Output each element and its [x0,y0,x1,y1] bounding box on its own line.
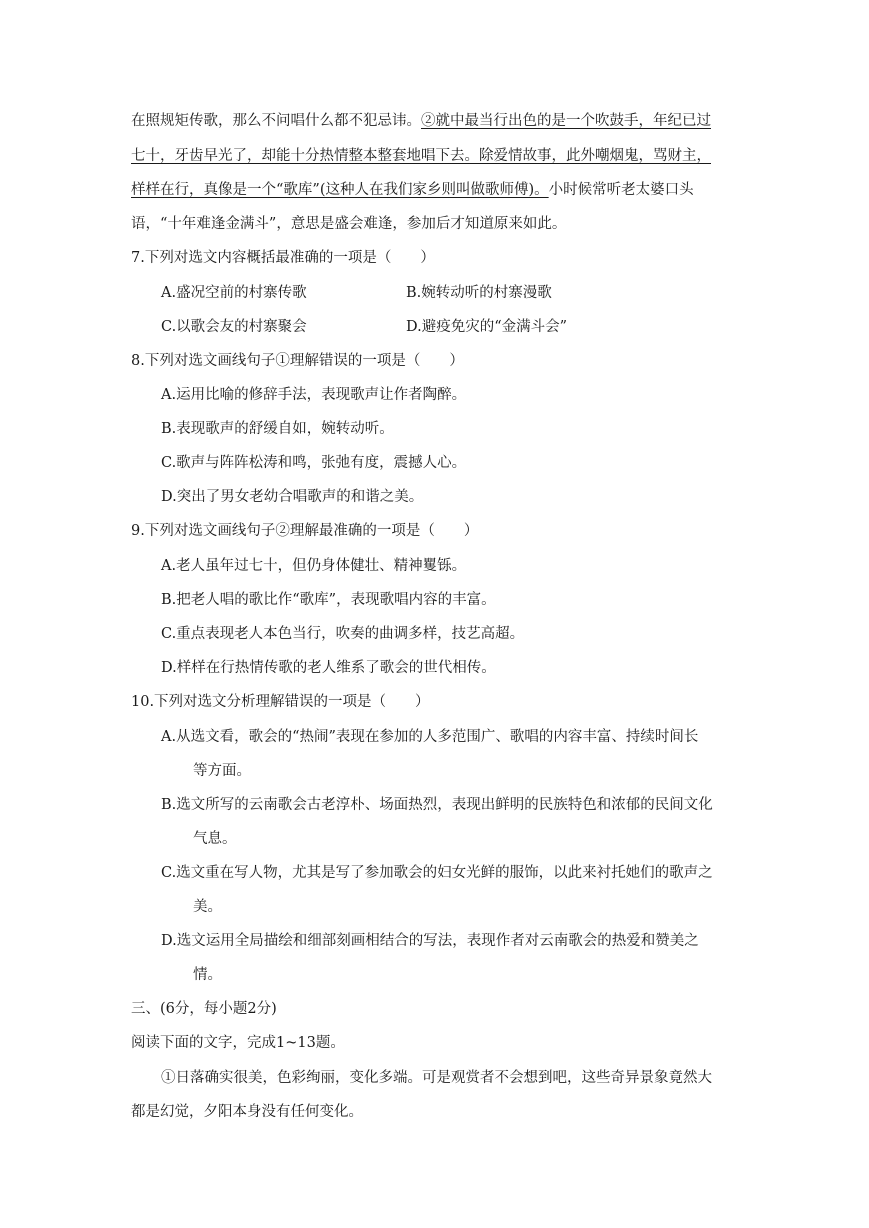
passage-line: 语，“十年难逢金满斗”，意思是盛会难逢，参加后才知道原来如此。 [131,216,567,232]
question-10-option-d: D.选文运用全局描绘和细部刻画相结合的写法，表现作者对云南歌会的热爱和赞美之 [161,933,699,949]
question-8-option-a: A.运用比喻的修辞手法，表现歌声让作者陶醉。 [161,387,467,403]
question-8-option-b: B.表现歌声的舒缓自如，婉转动听。 [161,421,394,437]
question-9-stem: 9.下列对选文画线句子②理解最准确的一项是（ ） [131,523,479,539]
question-10-stem: 10.下列对选文分析理解错误的一项是（ ） [131,694,430,710]
question-7-option-c: C.以歌会友的村寨聚会 [161,319,307,335]
question-7-stem: 7.下列对选文内容概括最准确的一项是（ ） [131,250,435,266]
question-9-option-c: C.重点表现老人本色当行，吹奏的曲调多样，技艺高超。 [161,626,525,642]
question-8-option-d: D.突出了男女老幼合唱歌声的和谐之美。 [161,489,424,505]
question-9-option-a: A.老人虽年过七十，但仍身体健壮、精神矍铄。 [161,558,467,574]
underlined-sentence-2: ②就中最当行出色的是一个吹鼓手，年纪已过 [421,113,711,129]
question-10-option-c: C.选文重在写人物，尤其是写了参加歌会的妇女光鲜的服饰，以此来衬托她们的歌声之 [161,865,713,881]
section-3-heading: 三、(6分，每小题2分) [131,1001,277,1017]
passage-line [131,180,694,200]
underlined-sentence-2: 七十，牙齿早光了，却能十分热情整本整套地唱下去。 [131,148,479,164]
section-3-paragraph: ①日落确实很美，色彩绚丽，变化多端。可是观赏者不会想到吧，这些奇异景象竟然大 [161,1070,712,1086]
question-8-stem: 8.下列对选文画线句子①理解错误的一项是（ ） [131,353,464,369]
underlined-sentence-2: 样样在行，真像是一个“歌库”(这种人在我们家乡则叫做歌师傅)。 [131,182,549,198]
passage-text: 在照规矩传歌，那么不问唱什么都不犯忌讳。 [131,113,421,129]
question-7-option-a: A.盛况空前的村寨传歌 [161,285,307,301]
passage-line [131,111,711,131]
question-9-option-b: B.把老人唱的歌比作“歌库”，表现歌唱内容的丰富。 [161,592,496,608]
question-7-option-b: B.婉转动听的村寨漫歌 [406,285,552,301]
question-10-option-b: B.选文所写的云南歌会古老淳朴、场面热烈，表现出鲜明的民族特色和浓郁的民间文化 [161,797,713,813]
passage-text: 小时候常听老太婆口头 [548,182,694,198]
question-10-option-a: A.从选文看，歌会的“热闹”表现在参加的人多范围广、歌唱的内容丰富、持续时间长 [161,729,699,745]
section-3-paragraph-cont: 都是幻觉，夕阳本身没有任何变化。 [131,1104,363,1120]
passage-line [131,146,711,166]
section-3-instruction: 阅读下面的文字，完成1~13题。 [131,1035,345,1051]
question-8-option-c: C.歌声与阵阵松涛和鸣，张弛有度，震撼人心。 [161,455,467,471]
question-7-option-d: D.避疫免灾的“金满斗会” [406,319,568,335]
question-10-option-b-cont: 气息。 [193,831,237,847]
question-9-option-d: D.样样在行热情传歌的老人维系了歌会的世代相传。 [161,660,496,676]
underlined-sentence-2: 除爱情故事，此外嘲烟鬼，骂财主， [479,148,711,164]
question-10-option-c-cont: 美。 [193,899,222,915]
question-10-option-a-cont: 等方面。 [193,763,251,779]
question-10-option-d-cont: 情。 [193,967,222,983]
